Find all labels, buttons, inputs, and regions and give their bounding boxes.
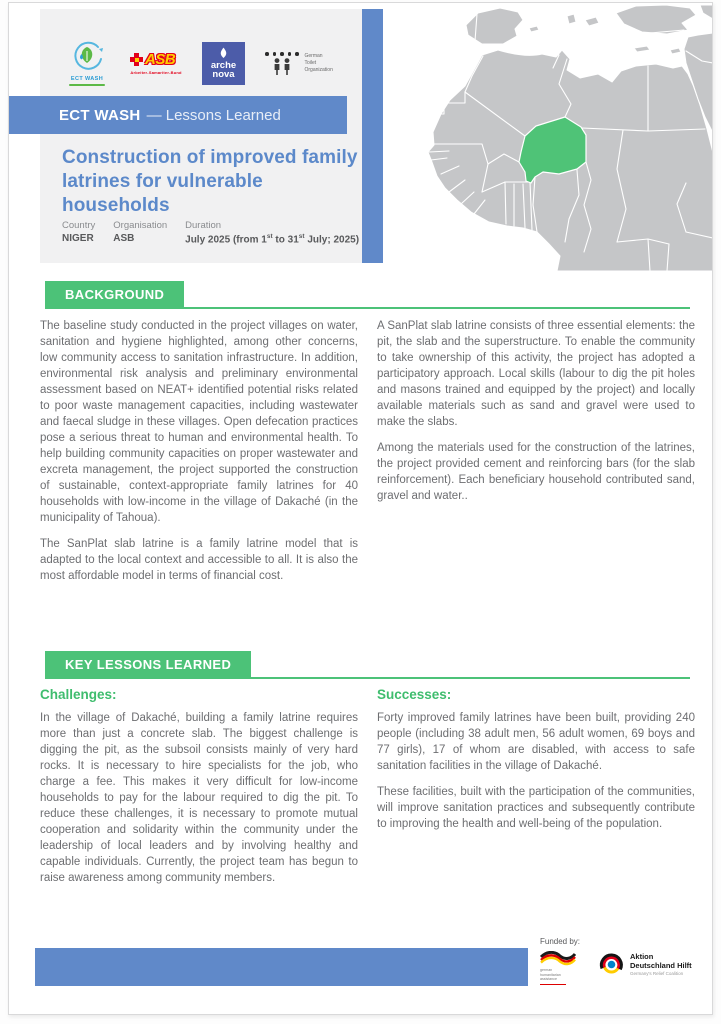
background-paragraph: A SanPlat slab latrine consists of three essential elements: the pit, the slab and the superstructure. To enable the community to take ownership of this activity, the project has adopted a participatory approach. Local skills (labour to dig the pit holes and masons trained and equipped by the project) and locally available materials such as sand and gravel were used to make the slabs. xyxy=(377,320,695,428)
arche-nova-text-line1: arche xyxy=(210,59,237,71)
blue-accent-stripe xyxy=(362,9,383,263)
ect-wash-circle-icon xyxy=(68,41,106,75)
funded-by-block xyxy=(540,937,692,985)
lessons-section-header xyxy=(45,651,690,679)
challenges-column xyxy=(40,687,358,896)
gha-text-line3: assistance xyxy=(540,977,557,982)
adh-rings-icon xyxy=(598,951,625,978)
gha-red-rule xyxy=(540,984,566,986)
gto-people-icon xyxy=(270,58,294,75)
gha-text-line2: humanitarian xyxy=(540,972,561,977)
duration-value: July 2025 (from 1st to 31st July; 2025) xyxy=(185,233,360,246)
country-label: Country xyxy=(62,220,96,231)
background-column-right xyxy=(377,318,695,514)
meta-row xyxy=(62,220,377,245)
adh-title-line1: Aktion xyxy=(630,952,654,962)
footer-accent-bar xyxy=(35,948,528,986)
asb-cross-icon xyxy=(130,53,143,66)
gto-text-line1: German xyxy=(304,53,323,60)
banner-brand: ECT WASH xyxy=(59,106,141,124)
document-page xyxy=(8,2,713,1015)
german-humanitarian-assistance-logo xyxy=(540,951,576,985)
adh-title-line2: Deutschland Hilft xyxy=(630,960,692,970)
asb-logo-tagline: Arbeiter-Samariter-Bund xyxy=(130,70,182,76)
gto-dots-icon xyxy=(265,52,299,56)
background-section-header xyxy=(45,281,690,309)
german-toilet-organization-logo xyxy=(265,52,333,75)
lessons-heading: KEY LESSONS LEARNED xyxy=(45,651,251,677)
successes-paragraph: Forty improved family latrines have been built, providing 240 people (including 38 adult men, 56 adult women, 69 boys and 77 girls), 17 of whom are disabled, with access to safe sanitation facilities in the village of Dakaché. xyxy=(377,712,695,772)
background-paragraph: The baseline study conducted in the project villages on water, sanitation and hygiene highlighted, among other concerns, low community access to sanitation infrastructure. In addition, environmental risk analysis and preliminary environmental assessment based on NEAT+ identified potential risks related to poor waste management capacities, including wastewater and faecal sludge in these villages. Open defecation practices pose a serious threat to human and environmental health. To help building community capacities on proper wastewater and excreta management, the project supported the construction of sustainable, context-appropriate family latrines for 40 households with low-income in the village of Dakaché (in the municipality of Tahoua). xyxy=(40,320,358,524)
challenges-paragraph: In the village of Dakaché, building a family latrine requires more than just a concrete slab. The biggest challenge is digging the pit, as the subsoil consists mainly of very hard rocks. It is necessary to hire specialists for the job, who charge a fee. This makes it very difficult for low-income households to pay for the labour required to dig the pit. To reduce these challenges, it is necessary to promote mutual cooperation and solidarity within the community under the leadership of local leaders and by involving healthy and capable individuals. Currently, the project team has begun to raise awareness among community members. xyxy=(40,712,358,884)
africa-map-svg xyxy=(420,5,713,271)
funded-by-label: Funded by: xyxy=(540,937,581,946)
background-column-left xyxy=(40,318,358,594)
meta-organisation xyxy=(113,220,167,245)
page-title: Construction of improved family latrines for vulnerable households xyxy=(62,147,358,216)
meta-duration xyxy=(185,220,359,245)
series-banner xyxy=(9,96,347,134)
arche-nova-logo xyxy=(202,42,245,85)
gto-text-line3: Organization xyxy=(304,66,333,73)
duration-label: Duration xyxy=(185,220,222,231)
background-heading: BACKGROUND xyxy=(45,281,184,307)
water-drop-icon xyxy=(219,47,228,59)
ect-wash-logo xyxy=(64,41,110,86)
ect-wash-tagline-bar xyxy=(69,84,105,86)
organisation-value: ASB xyxy=(113,233,135,244)
gha-text-line1: german xyxy=(540,968,553,972)
map-iberia xyxy=(466,8,523,44)
adh-subtitle: Germany's Relief Coalition xyxy=(630,970,684,976)
challenges-title: Challenges: xyxy=(40,687,117,702)
asb-logo xyxy=(130,51,182,75)
banner-subtitle: — Lessons Learned xyxy=(146,106,281,124)
country-value: NIGER xyxy=(62,233,94,244)
arche-nova-text-line2: nova xyxy=(212,69,235,81)
aktion-deutschland-hilft-logo xyxy=(598,951,692,978)
background-paragraph: Among the materials used for the construction of the latrines, the project provided cement and reinforcing bars (for the slab reinforcement). Each beneficiary household contributed sand, gravel and water.. xyxy=(377,442,695,502)
organisation-label: Organisation xyxy=(113,220,168,231)
partner-logo-row xyxy=(64,41,364,86)
successes-title: Successes: xyxy=(377,687,452,702)
ect-wash-logo-text: ECT WASH xyxy=(70,76,104,82)
background-paragraph: The SanPlat slab latrine is a family latrine model that is adapted to the local context and accessible to all. It is also the most affordable model in terms of financial cost. xyxy=(40,538,358,582)
asb-logo-text: ASB xyxy=(145,51,176,69)
gto-text-line2: Toilet xyxy=(304,59,317,66)
successes-paragraph: These facilities, built with the participation of the communities, will improve sanitation practices and subsequently contribute to improving the health and well-being of the population. xyxy=(377,786,695,830)
successes-column xyxy=(377,687,695,842)
africa-map xyxy=(420,5,713,271)
meta-country xyxy=(62,220,95,245)
german-flag-wave-icon xyxy=(540,951,576,966)
